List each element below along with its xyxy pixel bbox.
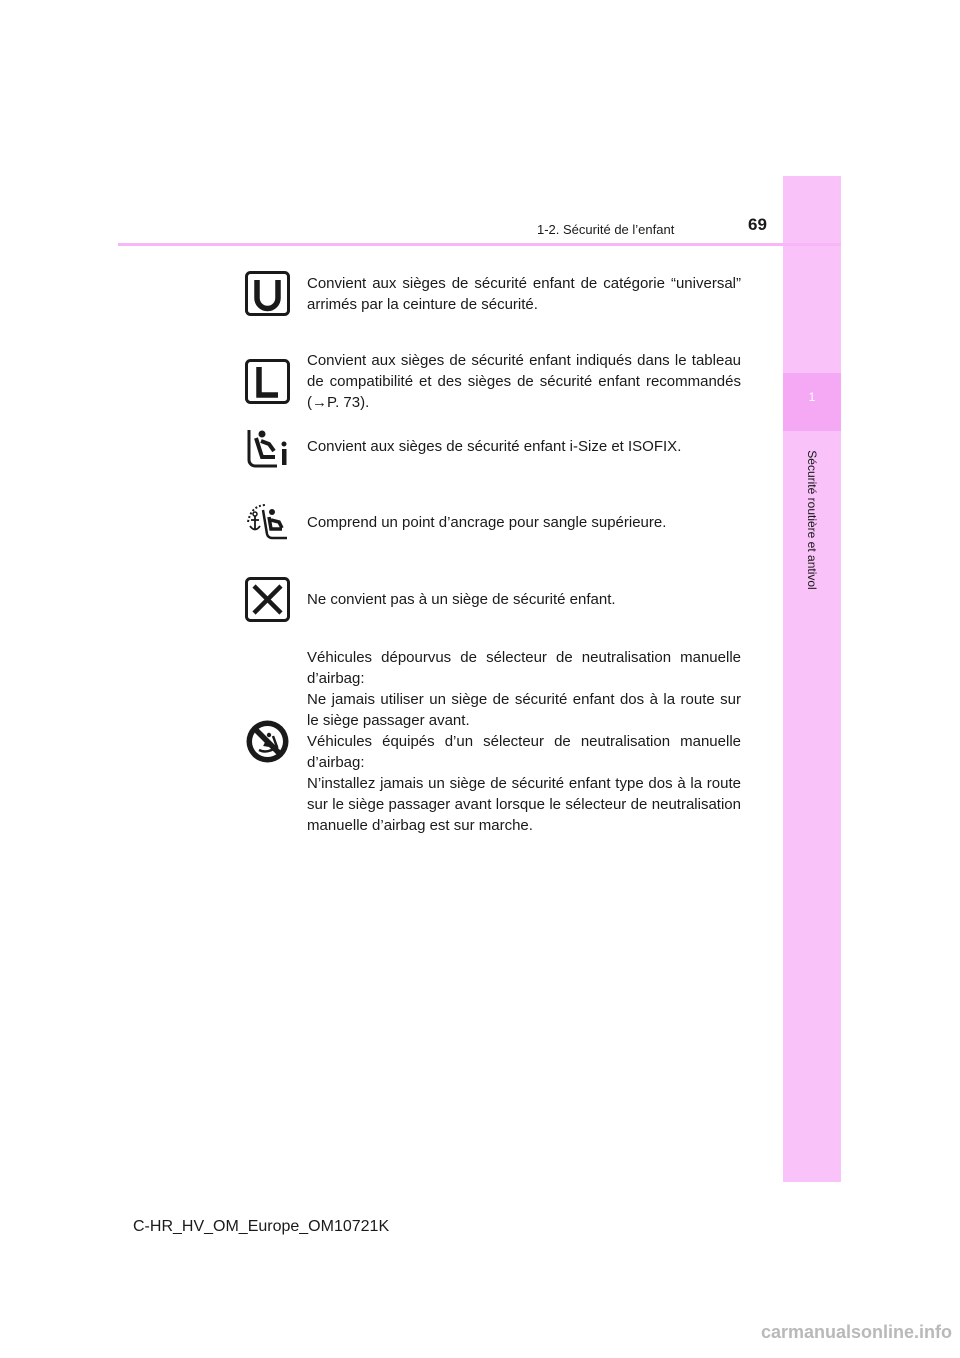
no-rear-facing-seat-icon <box>245 719 290 764</box>
side-tab <box>783 176 841 1182</box>
page-number: 69 <box>748 215 767 234</box>
list-item <box>245 424 741 469</box>
list-item <box>245 350 741 413</box>
row-text-line: Véhicules équipés d’un sélecteur de neutralisation manuelle d’airbag: <box>307 733 741 771</box>
row-text-line: Ne jamais utiliser un siège de sécurité enfant dos à la route sur le siège passager avant. <box>307 691 741 729</box>
side-chapter-title: Sécurité routière et antivol <box>805 450 819 590</box>
row-text: Convient aux sièges de sécurité enfant de catégorie “universal” arrimés par la ceinture de sécurité. <box>307 274 741 313</box>
i-size-seat-icon <box>245 424 290 469</box>
footer-doc-code: C-HR_HV_OM_Europe_OM10721K <box>133 1218 390 1235</box>
list-item <box>245 577 741 622</box>
row-text: Comprend un point d’ancrage pour sangle supérieure. <box>307 514 667 531</box>
header-divider <box>118 243 841 246</box>
header-section-title: 1-2. Sécurité de l’enfant <box>537 222 675 237</box>
row-text-block <box>307 647 741 836</box>
row-text: Convient aux sièges de sécurité enfant indiqués dans le tableau de compatibilité et des sièges de sécurité enfant recommandés (→P. 73). <box>307 352 741 411</box>
list-item <box>245 500 741 545</box>
watermark: carmanualsonline.info <box>760 1322 952 1342</box>
list-item <box>245 647 741 836</box>
not-suitable-x-icon <box>245 577 290 622</box>
side-chapter-number: 1 <box>808 390 816 404</box>
row-text: Ne convient pas à un siège de sécurité enfant. <box>307 591 616 608</box>
row-text-line: N’installez jamais un siège de sécurité enfant type dos à la route sur le siège passager avant lorsque le sélecteur de neutralisation manuelle d’airbag est sur marche. <box>307 775 741 834</box>
list-item <box>245 271 741 316</box>
letter-l-icon <box>245 359 290 404</box>
top-tether-anchor-icon <box>245 500 290 545</box>
letter-u-icon <box>245 271 290 316</box>
row-text-line: Véhicules dépourvus de sélecteur de neutralisation manuelle d’airbag: <box>307 649 741 687</box>
row-text: Convient aux sièges de sécurité enfant i-Size et ISOFIX. <box>307 438 682 455</box>
